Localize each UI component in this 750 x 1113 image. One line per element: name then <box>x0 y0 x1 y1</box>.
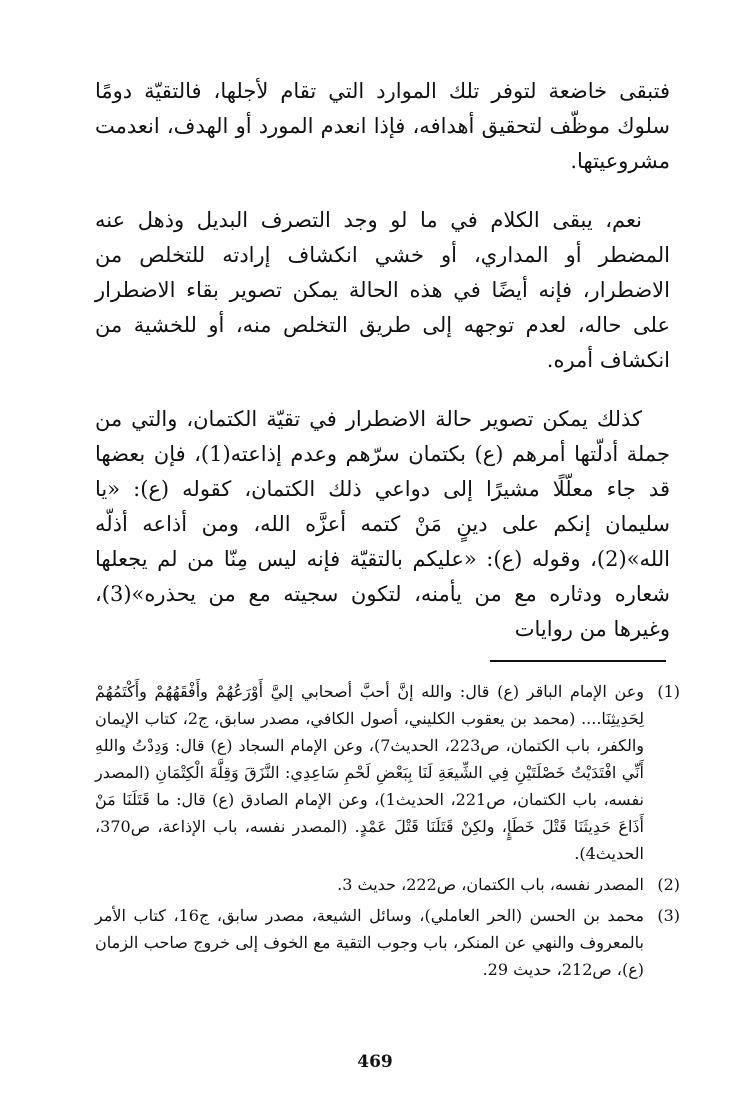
footnote-1 <box>95 678 680 867</box>
footnote-number: (3) <box>657 906 680 925</box>
footnote-number: (2) <box>657 875 680 894</box>
paragraph-3: كذلك يمكن تصوير حالة الاضطرار في تقيّة الكتمان، والتي من جملة أدلّتها أمرهم (ع) بكتمان سرّهم وعدم إذاعته(1)، فإن بعضها قد جاء معلّلًا مشيرًا إلى دواعي ذلك الكتمان، كقوله (ع): «يا سليمان إنكم على دينٍ مَنْ كتمه أعزَّه الله، ومن أذاعه أذلّه الله»(2)، وقوله (ع): «عليكم بالتقيّة فإنه ليس مِنّا من لم يجعلها شعاره ودثاره مع من يأمنه، لتكون سجيته مع من يحذره»(3)، وغيرها من روايات <box>95 407 670 641</box>
paragraph-2: نعم، يبقى الكلام في ما لو وجد التصرف البديل وذهل عنه المضطر أو المداري، أو خشي انكشاف إرادته للتخلص من الاضطرار، فإنه أيضًا في هذه الحالة يمكن تصوير بقاء الاضطرار على حاله، لعدم توجهه إلى طريق التخلص منه، أو للخشية من انكشاف أمره. <box>95 208 670 372</box>
footnotes <box>95 678 680 987</box>
footnote-2 <box>95 871 680 898</box>
footnote-separator <box>490 660 666 662</box>
paragraph-1: فتبقى خاضعة لتوفر تلك الموارد التي تقام لأجلها، فالتقيّة دومًا سلوك موظّف لتحقيق أهدافه، فإذا انعدم المورد أو الهدف، انعدمت مشروعيتها. <box>95 79 670 173</box>
footnote-text: وعن الإمام الباقر (ع) قال: والله إنَّ أحبَّ أصحابي إليَّ أَوْرَعُهُمْ وأَفْقَهُهُمْ وأَكْتَمُهُمْ لِحَدِيثِنَا.... (محمد بن يعقوب الكليني، أصول الكافي، مصدر سابق، ج2، كتاب الإيمان والكفر، باب الكتمان، ص223، الحديث7)، وعن الإمام السجاد (ع) قال: وَدِدْتُ واللهِ أَنِّي افْتَدَيْتُ خَصْلَتَيْنِ فِي الشِّيعَةِ لَنَا بِبَعْضِ لَحْمِ سَاعِدِي: النَّزَقَ وَقِلَّةَ الْكِتْمَانِ (المصدر نفسه، باب الكتمان، ص221، الحديث1)، وعن الإمام الصادق (ع) قال: ما قَتَلَنَا مَنْ أَذَاعَ حَدِيثَنَا قَتْلَ خَطَإٍ، ولكِنْ قَتَلَنَا قَتْلَ عَمْدٍ. (المصدر نفسه، باب الإذاعة، ص370، الحديث4). <box>95 682 645 863</box>
main-text <box>95 74 670 671</box>
footnote-text: المصدر نفسه، باب الكتمان، ص222، حديث 3. <box>337 875 644 894</box>
footnote-text: محمد بن الحسن (الحر العاملي)، وسائل الشيعة، مصدر سابق، ج16، كتاب الأمر بالمعروف والنهي عن المنكر، باب وجوب التقية مع الخوف إلى خروج صاحب الزمان (ع)، ص212، حديث 29. <box>95 906 644 979</box>
page-number: 469 <box>357 1052 393 1072</box>
footnote-number: (1) <box>657 682 680 701</box>
footnote-3 <box>95 902 680 983</box>
